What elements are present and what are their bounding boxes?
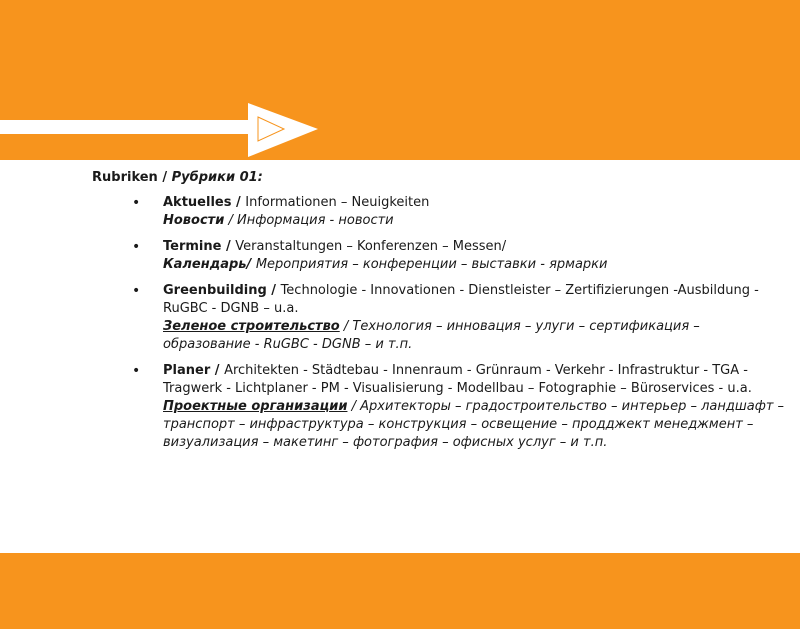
item-ru-line: Проектные организации / Архитекторы – градостроительство – интерьер – ландшафт – транспорт – инфраструктура – конструкция – освещение – продджект менеджмент – визуализация – макетинг – фотография – офисных услуг – и т.п. [163,399,785,450]
list-item [163,282,791,354]
page-title [92,169,263,187]
item-ru-title: Календарь [163,257,247,272]
item-ru-line: Календарь/ Мероприятия – конференции – выставки - ярмарки [163,257,608,272]
item-de-line: • Planer / Architekten - Städtebau - Innenraum - Grünraum - Verkehr - Infrastruktur - TGA - Tragwerk - Lichtplaner - PM - Visualisierung - Modellbau – Fotographie – Büroservices - u.a. [163,363,752,396]
item-de-title: Aktuelles [163,195,232,210]
item-ru-line: Зеленое строительство / Технология – инновация – улуги – сертификация – образование - RuGBC - DGNB – и т.п. [163,319,700,352]
item-de-text: Informationen – Neuigkeiten [245,195,430,210]
item-ru-line: Новости / Информация - новости [163,213,394,228]
item-de-line: • Aktuelles / Informationen – Neuigkeiten [163,195,430,210]
heading-ru: Рубрики 01: [171,170,263,185]
list-item [163,194,791,230]
list-item [163,238,791,274]
list-item [163,362,791,452]
item-de-title: Termine [163,239,222,254]
bottom-orange-band [0,553,800,629]
item-ru-title: Зеленое строительство [163,319,340,334]
item-ru-title: Новости [163,213,225,228]
item-ru-text: Технология – инновация – улуги – сертификация – образование - RuGBC - DGNB – и т.п. [163,319,700,352]
item-ru-text: Мероприятия – конференции – выставки - ярмарки [255,257,608,272]
item-de-title: Planer [163,363,211,378]
item-de-line: • Termine / Veranstaltungen – Konferenzen – Messen/ [163,239,507,254]
arrow-right-icon [0,100,330,160]
item-de-text: Architekten - Städtebau - Innenraum - Grünraum - Verkehr - Infrastruktur - TGA - Tragwerk - Lichtplaner - PM - Visualisierung - Modellbau – Fotographie – Büroservices - u.a. [163,363,752,396]
rubric-list [163,194,791,460]
heading-de: Rubriken [92,170,158,185]
item-de-text: Technologie - Innovationen - Dienstleister – Zertifizierungen -Ausbildung - RuGBC - DGNB – u.a. [163,283,759,316]
item-ru-text: Информация - новости [236,213,394,228]
heading-separator: / [157,170,172,185]
item-de-text: Veranstaltungen – Konferenzen – Messen/ [235,239,507,254]
item-de-title: Greenbuilding [163,283,267,298]
item-de-line: • Greenbuilding / Technologie - Innovationen - Dienstleister – Zertifizierungen -Ausbildung - RuGBC - DGNB – u.a. [163,283,759,316]
item-ru-text: Архитекторы – градостроительство – интерьер – ландшафт – транспорт – инфраструктура – конструкция – освещение – продджект менеджмент – визуализация – макетинг – фотография – офисных услуг – и т.п. [163,399,785,450]
item-ru-title: Проектные организации [163,399,348,414]
